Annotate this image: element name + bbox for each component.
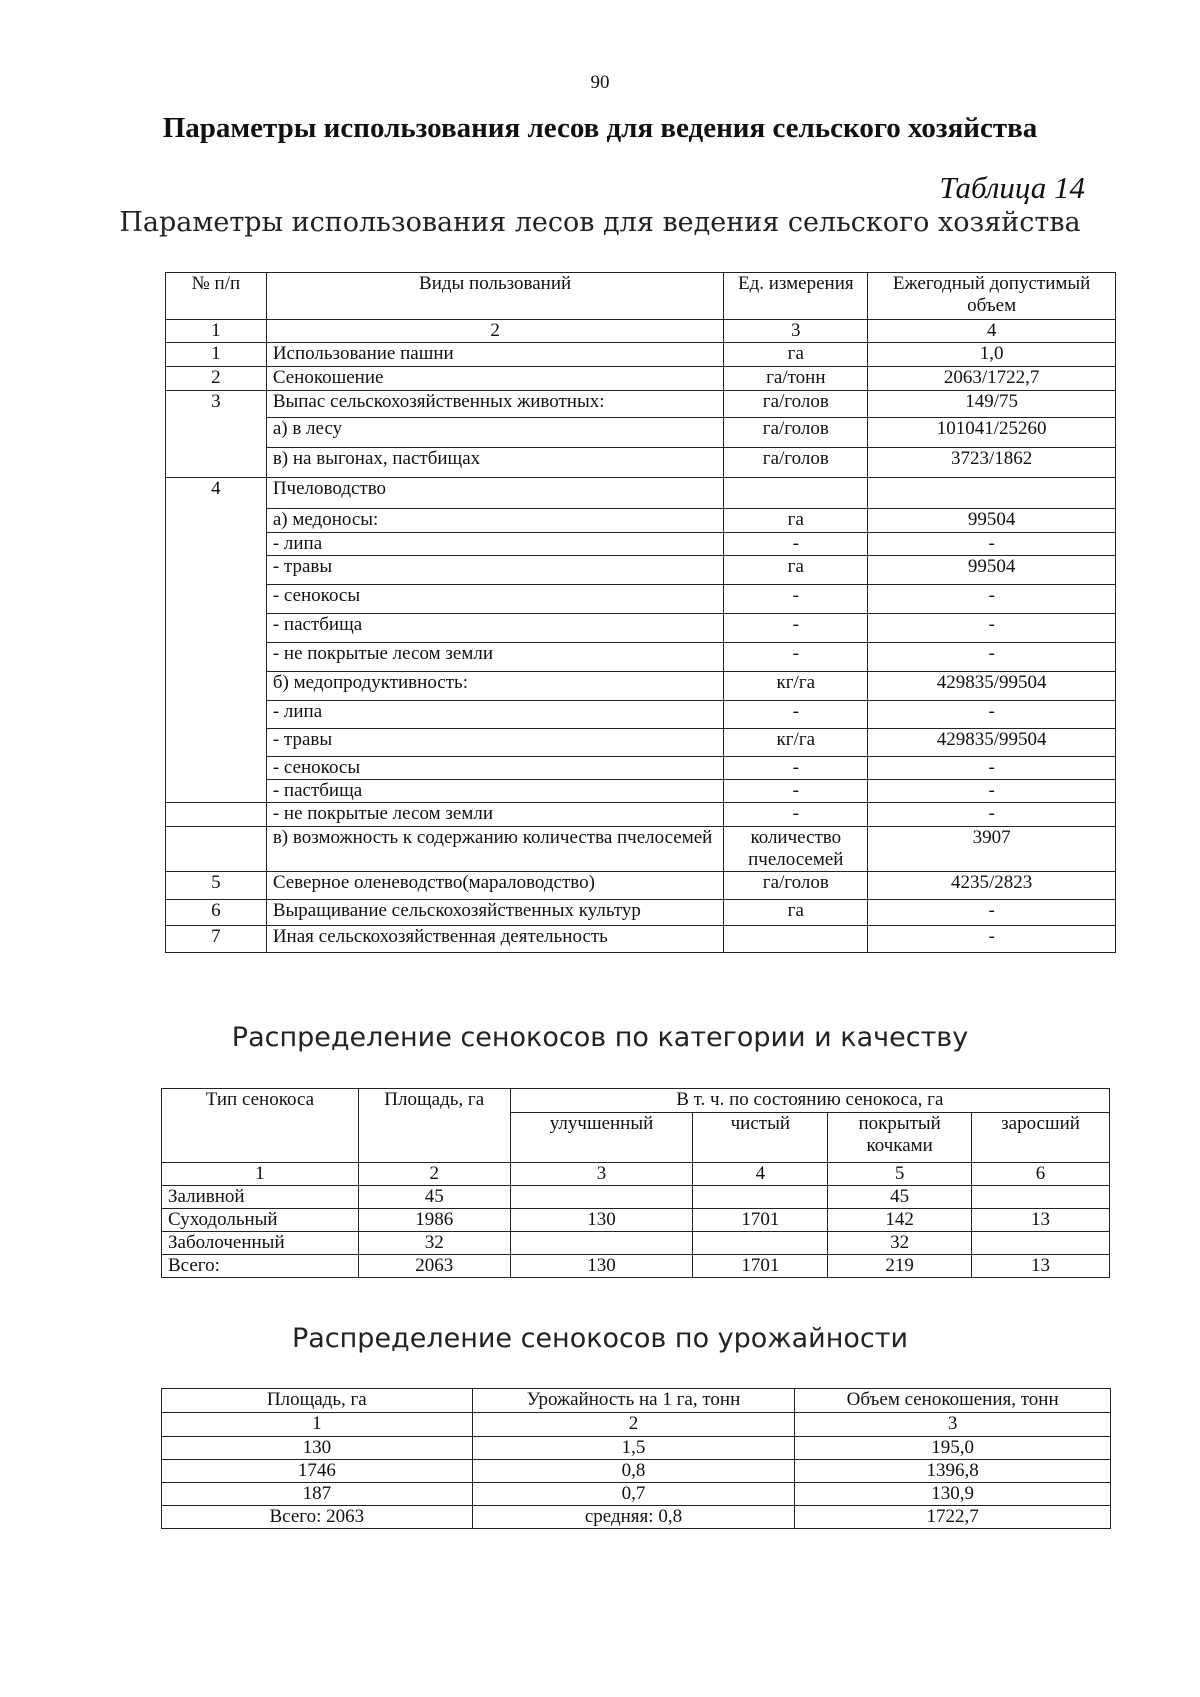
cell-num xyxy=(166,803,267,827)
table-row xyxy=(166,926,1116,953)
header-cell: Виды пользований xyxy=(266,273,724,320)
table-row xyxy=(166,780,1116,803)
cell-value: 149/75 xyxy=(868,391,1116,418)
table-cell xyxy=(693,1186,828,1209)
cell-value xyxy=(868,478,1116,509)
header-cell: Ежегодный допустимый объем xyxy=(868,273,1116,320)
cell-unit: га/голов xyxy=(724,448,868,478)
cell-num xyxy=(166,729,267,757)
header-cell: покрытый кочками xyxy=(828,1113,972,1163)
cell-value: 4235/2823 xyxy=(868,872,1116,900)
table-row xyxy=(166,448,1116,478)
table-label: Таблица 14 xyxy=(939,170,1085,205)
cell-value: 99504 xyxy=(868,556,1116,585)
table-row xyxy=(166,672,1116,701)
forest-use-table xyxy=(165,272,1116,953)
table-row xyxy=(166,803,1116,827)
table-cell: 142 xyxy=(828,1209,972,1232)
cell-num xyxy=(166,643,267,672)
cell-value: - xyxy=(868,780,1116,803)
cell-unit: кг/га xyxy=(724,672,868,701)
header-number: 3 xyxy=(795,1413,1111,1437)
cell-num xyxy=(166,672,267,701)
table14-title: Параметры использования лесов для ведения сельского хозяйства xyxy=(119,207,1081,238)
cell-name: - не покрытые лесом земли xyxy=(266,803,724,827)
cell-name: - травы xyxy=(266,729,724,757)
cell-unit: га/голов xyxy=(724,391,868,418)
cell-value: - xyxy=(868,533,1116,556)
header-number: 3 xyxy=(724,320,868,343)
table-row xyxy=(166,509,1116,533)
cell-name: в) возможность к содержанию количества пчелосемей xyxy=(266,827,724,872)
cell-num xyxy=(166,556,267,585)
table-cell: 45 xyxy=(828,1186,972,1209)
table-cell: 187 xyxy=(162,1483,473,1506)
cell-unit: га xyxy=(724,343,868,367)
cell-unit xyxy=(724,478,868,509)
table-cell: 130 xyxy=(510,1255,693,1278)
cell-name: Северное оленеводство(мараловодство) xyxy=(266,872,724,900)
cell-name: Выпас сельскохозяйственных животных: xyxy=(266,391,724,418)
cell-name: - пастбища xyxy=(266,780,724,803)
cell-unit xyxy=(724,926,868,953)
table-cell: 1746 xyxy=(162,1460,473,1483)
cell-num xyxy=(166,701,267,729)
table-cell xyxy=(510,1232,693,1255)
cell-unit: га xyxy=(724,556,868,585)
table-cell: 32 xyxy=(358,1232,510,1255)
header-cell: Урожайность на 1 га, тонн xyxy=(472,1389,795,1413)
hay-yield-table xyxy=(161,1388,1111,1529)
table-row xyxy=(166,343,1116,367)
table-cell: 1,5 xyxy=(472,1437,795,1460)
table-cell xyxy=(510,1186,693,1209)
table-row xyxy=(162,1232,1110,1255)
cell-value: - xyxy=(868,585,1116,614)
cell-unit: - xyxy=(724,614,868,643)
header-number: 1 xyxy=(162,1163,359,1186)
cell-unit: га xyxy=(724,900,868,926)
cell-unit: га/тонн xyxy=(724,367,868,391)
cell-name: Использование пашни xyxy=(266,343,724,367)
cell-name: Иная сельскохозяйственная деятельность xyxy=(266,926,724,953)
cell-name: - сенокосы xyxy=(266,757,724,780)
cell-unit: га xyxy=(724,509,868,533)
cell-name: Сенокошение xyxy=(266,367,724,391)
cell-value: 3723/1862 xyxy=(868,448,1116,478)
table-cell: 0,7 xyxy=(472,1483,795,1506)
table-cell: средняя: 0,8 xyxy=(472,1506,795,1529)
table-cell: Всего: xyxy=(162,1255,359,1278)
cell-num xyxy=(166,418,267,448)
cell-name: - травы xyxy=(266,556,724,585)
cell-unit: - xyxy=(724,643,868,672)
cell-num xyxy=(166,585,267,614)
table-row xyxy=(166,872,1116,900)
cell-unit: - xyxy=(724,803,868,827)
cell-value: - xyxy=(868,701,1116,729)
table-cell: Заливной xyxy=(162,1186,359,1209)
table-cell: 1701 xyxy=(693,1255,828,1278)
header-number: 5 xyxy=(828,1163,972,1186)
table-cell xyxy=(972,1232,1110,1255)
cell-num: 6 xyxy=(166,900,267,926)
table-cell: 13 xyxy=(972,1209,1110,1232)
cell-num xyxy=(166,614,267,643)
cell-value: 101041/25260 xyxy=(868,418,1116,448)
cell-unit: - xyxy=(724,780,868,803)
table-row xyxy=(166,701,1116,729)
table-row xyxy=(166,585,1116,614)
table-row xyxy=(162,1460,1111,1483)
hay-yield-title: Распределение сенокосов по урожайности xyxy=(291,1323,909,1354)
table-cell: 130 xyxy=(510,1209,693,1232)
cell-name: - липа xyxy=(266,701,724,729)
header-number: 1 xyxy=(162,1413,473,1437)
table-cell: 45 xyxy=(358,1186,510,1209)
table-row xyxy=(166,533,1116,556)
hay-category-title: Распределение сенокосов по категории и качеству xyxy=(231,1022,969,1053)
table-row xyxy=(166,367,1116,391)
table-row xyxy=(162,1209,1110,1232)
table-row xyxy=(166,729,1116,757)
header-cell: Площадь, га xyxy=(358,1089,510,1163)
header-number: 2 xyxy=(358,1163,510,1186)
header-number: 1 xyxy=(166,320,267,343)
table-row xyxy=(166,391,1116,418)
table-cell: 219 xyxy=(828,1255,972,1278)
cell-name: Выращивание сельскохозяйственных культур xyxy=(266,900,724,926)
table-row xyxy=(166,614,1116,643)
cell-num xyxy=(166,533,267,556)
table-row xyxy=(166,556,1116,585)
table-row xyxy=(166,757,1116,780)
header-cell: Тип сенокоса xyxy=(162,1089,359,1163)
cell-num xyxy=(166,780,267,803)
cell-name: а) в лесу xyxy=(266,418,724,448)
cell-value: 99504 xyxy=(868,509,1116,533)
cell-name: - не покрытые лесом земли xyxy=(266,643,724,672)
cell-value: 429835/99504 xyxy=(868,729,1116,757)
cell-value: - xyxy=(868,614,1116,643)
cell-value: - xyxy=(868,643,1116,672)
cell-value: 429835/99504 xyxy=(868,672,1116,701)
header-cell: чистый xyxy=(693,1113,828,1163)
table-cell: 1701 xyxy=(693,1209,828,1232)
header-number: 6 xyxy=(972,1163,1110,1186)
cell-name: - сенокосы xyxy=(266,585,724,614)
header-number: 4 xyxy=(693,1163,828,1186)
header-cell: Объем сенокошения, тонн xyxy=(795,1389,1111,1413)
cell-unit: га/голов xyxy=(724,872,868,900)
header-cell: улучшенный xyxy=(510,1113,693,1163)
table-row xyxy=(166,643,1116,672)
table-row xyxy=(166,418,1116,448)
table-cell: 32 xyxy=(828,1232,972,1255)
main-heading: Параметры использования лесов для ведения сельского хозяйства xyxy=(162,112,1038,144)
table-row xyxy=(162,1506,1111,1529)
cell-num xyxy=(166,509,267,533)
table-cell: 130 xyxy=(162,1437,473,1460)
cell-value: - xyxy=(868,900,1116,926)
cell-name: а) медоносы: xyxy=(266,509,724,533)
cell-value: - xyxy=(868,757,1116,780)
table-cell: 0,8 xyxy=(472,1460,795,1483)
cell-num: 3 xyxy=(166,391,267,418)
cell-unit: - xyxy=(724,757,868,780)
table-cell: 1986 xyxy=(358,1209,510,1232)
table-cell: 2063 xyxy=(358,1255,510,1278)
header-cell: № п/п xyxy=(166,273,267,320)
header-cell: заросший xyxy=(972,1113,1110,1163)
header-number: 2 xyxy=(266,320,724,343)
cell-num: 1 xyxy=(166,343,267,367)
cell-num: 4 xyxy=(166,478,267,509)
cell-num: 2 xyxy=(166,367,267,391)
cell-name: Пчеловодство xyxy=(266,478,724,509)
table-row xyxy=(166,827,1116,872)
table-cell xyxy=(693,1232,828,1255)
header-number: 2 xyxy=(472,1413,795,1437)
cell-value: 1,0 xyxy=(868,343,1116,367)
cell-num: 7 xyxy=(166,926,267,953)
page-number: 90 xyxy=(590,72,610,93)
table-cell: 13 xyxy=(972,1255,1110,1278)
table-row xyxy=(162,1255,1110,1278)
cell-value: 2063/1722,7 xyxy=(868,367,1116,391)
cell-value: - xyxy=(868,803,1116,827)
cell-value: - xyxy=(868,926,1116,953)
table-cell: 130,9 xyxy=(795,1483,1111,1506)
header-cell: Ед. измерения xyxy=(724,273,868,320)
table-row xyxy=(166,900,1116,926)
cell-unit: количество пчелосемей xyxy=(724,827,868,872)
header-number: 4 xyxy=(868,320,1116,343)
header-number: 3 xyxy=(510,1163,693,1186)
table-row xyxy=(162,1483,1111,1506)
table-cell: Суходольный xyxy=(162,1209,359,1232)
header-cell: В т. ч. по состоянию сенокоса, га xyxy=(510,1089,1109,1113)
cell-unit: - xyxy=(724,533,868,556)
header-cell: Площадь, га xyxy=(162,1389,473,1413)
table-row xyxy=(162,1186,1110,1209)
cell-num xyxy=(166,757,267,780)
cell-name: - пастбища xyxy=(266,614,724,643)
cell-name: б) медопродуктивность: xyxy=(266,672,724,701)
hay-category-table xyxy=(161,1088,1110,1278)
table-cell: 195,0 xyxy=(795,1437,1111,1460)
cell-unit: - xyxy=(724,585,868,614)
cell-name: - липа xyxy=(266,533,724,556)
cell-num: 5 xyxy=(166,872,267,900)
table-cell: 1722,7 xyxy=(795,1506,1111,1529)
cell-unit: га/голов xyxy=(724,418,868,448)
table-cell: Всего: 2063 xyxy=(162,1506,473,1529)
cell-num xyxy=(166,827,267,872)
table-cell xyxy=(972,1186,1110,1209)
cell-num xyxy=(166,448,267,478)
cell-unit: кг/га xyxy=(724,729,868,757)
cell-unit: - xyxy=(724,701,868,729)
table-row xyxy=(162,1437,1111,1460)
cell-value: 3907 xyxy=(868,827,1116,872)
cell-name: в) на выгонах, пастбищах xyxy=(266,448,724,478)
table-row xyxy=(166,478,1116,509)
table-cell: 1396,8 xyxy=(795,1460,1111,1483)
table-cell: Заболоченный xyxy=(162,1232,359,1255)
